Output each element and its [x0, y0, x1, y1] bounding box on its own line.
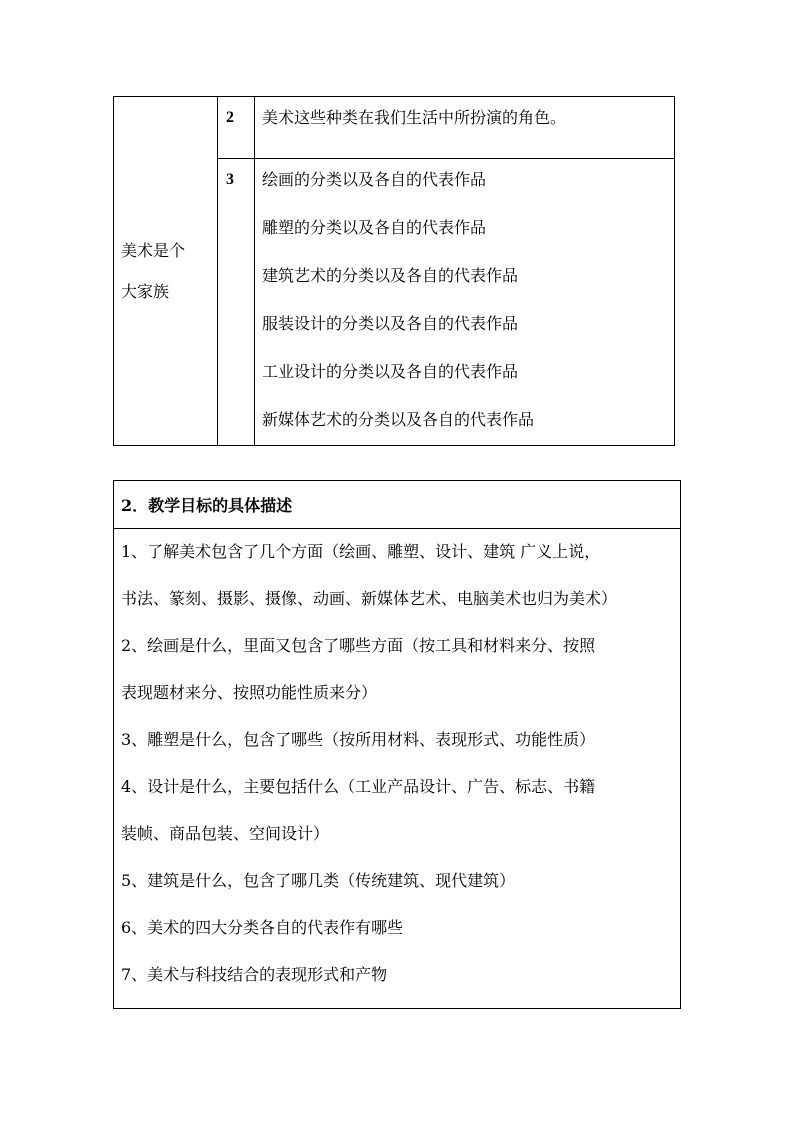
- objective-item: [121, 867, 674, 895]
- topic-line: 大家族: [121, 282, 170, 301]
- section-heading: 2．教学目标的具体描述: [121, 496, 293, 515]
- topic-label: [114, 230, 217, 312]
- objective-item: [121, 773, 674, 848]
- objective-line: 4、设计是什么，主要包括什么（工业产品设计、广告、标志、书籍: [121, 777, 596, 796]
- objective-line: 7、美术与科技结合的表现形式和产物: [121, 965, 388, 984]
- objective-line: 2、绘画是什么，里面又包含了哪些方面（按工具和材料来分、按照: [121, 636, 596, 655]
- objectives-cell: [114, 529, 681, 1009]
- list-item: 绘画的分类以及各自的代表作品: [262, 170, 487, 189]
- row-number-cell: [218, 159, 255, 446]
- heading-cell: [114, 481, 681, 529]
- objectives-list: [114, 529, 680, 989]
- objective-line: 5、建筑是什么，包含了哪几类（传统建筑、现代建筑）: [121, 871, 516, 890]
- table-body-row: [114, 529, 681, 1009]
- table-header-row: [114, 481, 681, 529]
- objective-line: 3、雕塑是什么，包含了哪些（按所用材料、表现形式、功能性质）: [121, 730, 596, 749]
- objective-item: [121, 632, 674, 707]
- list-item: 新媒体艺术的分类以及各自的代表作品: [262, 410, 535, 429]
- row-content-cell: [255, 159, 675, 446]
- objective-item: [121, 961, 674, 989]
- objective-line: 6、美术的四大分类各自的代表作有哪些: [121, 918, 404, 937]
- content-table: [113, 96, 675, 446]
- row-number-cell: [218, 97, 255, 159]
- objective-item: [121, 538, 674, 613]
- objective-line: 表现题材来分、按照功能性质来分）: [121, 683, 378, 702]
- objectives-table: [113, 480, 681, 1009]
- list-item: 雕塑的分类以及各自的代表作品: [262, 218, 487, 237]
- objective-line: 1、了解美术包含了几个方面（绘画、雕塑、设计、建筑 广义上说，: [121, 542, 601, 561]
- objective-line: 装帧、商品包装、空间设计）: [121, 824, 330, 843]
- row-content-line: 美术这些种类在我们生活中所扮演的角色。: [262, 108, 567, 127]
- objective-line: 书法、篆刻、摄影、摄像、动画、新媒体艺术、电脑美术也归为美术）: [121, 589, 618, 608]
- list-item: 建筑艺术的分类以及各自的代表作品: [262, 266, 519, 285]
- topic-cell: [114, 97, 218, 446]
- row-number: 3: [226, 171, 234, 188]
- content-list: [255, 159, 674, 431]
- list-item: 服装设计的分类以及各自的代表作品: [262, 314, 519, 333]
- objective-item: [121, 914, 674, 942]
- list-item: 工业设计的分类以及各自的代表作品: [262, 362, 519, 381]
- topic-line: 美术是个: [121, 241, 186, 260]
- table-row: [114, 97, 675, 159]
- row-number: 2: [226, 109, 234, 126]
- row-content-cell: [255, 97, 675, 159]
- objective-item: [121, 726, 674, 754]
